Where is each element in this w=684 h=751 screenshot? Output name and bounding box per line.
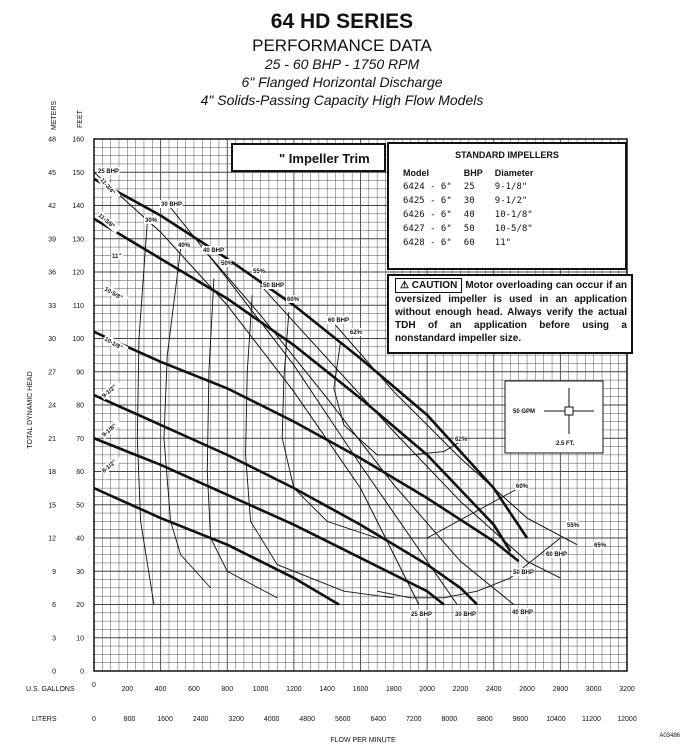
x-axis-label: FLOW PER MINUTE bbox=[330, 737, 396, 744]
table-row bbox=[397, 209, 539, 223]
x-tick-liters: 7200 bbox=[406, 716, 422, 723]
x-tick-gpm: 1200 bbox=[286, 686, 302, 693]
y-tick-meters: 3 bbox=[52, 635, 56, 643]
cell-bhp: 30 bbox=[463, 196, 475, 206]
caution-badge-label: CAUTION bbox=[411, 280, 458, 291]
y-tick-meters: 48 bbox=[48, 136, 56, 144]
bhp-label: 30 BHP bbox=[161, 202, 183, 208]
cell-diameter: 10-1/8" bbox=[494, 210, 533, 220]
y-tick-feet: 100 bbox=[72, 336, 84, 343]
x-tick-gpm: 2000 bbox=[419, 686, 435, 693]
bhp-label: 50 BHP bbox=[513, 570, 535, 576]
table-row bbox=[397, 181, 539, 195]
y-tick-feet: 160 bbox=[72, 136, 84, 144]
efficiency-label: 62% bbox=[350, 330, 363, 336]
y-tick-meters: 30 bbox=[48, 336, 56, 343]
y-tick-feet: 80 bbox=[76, 402, 84, 410]
scale-key bbox=[505, 381, 603, 453]
y-tick-meters: 45 bbox=[48, 169, 56, 177]
y-tick-feet: 60 bbox=[76, 469, 84, 476]
chart-title: 64 HD SERIES bbox=[270, 10, 414, 33]
impeller-trim-box bbox=[231, 143, 386, 172]
x-tick-gpm: 600 bbox=[188, 686, 200, 693]
efficiency-label: 30% bbox=[145, 218, 158, 224]
capacity-line: 4" Solids-Passing Capacity High Flow Models bbox=[200, 92, 484, 108]
y-tick-meters: 9 bbox=[52, 568, 56, 576]
caution-badge: ⚠ CAUTION bbox=[395, 278, 462, 293]
x-tick-liters: 4000 bbox=[263, 716, 280, 723]
x-tick-liters: 10400 bbox=[546, 716, 566, 723]
cell-model: 6426 - 6" bbox=[403, 210, 452, 220]
impeller-size-label: 9-1/8" bbox=[101, 423, 118, 439]
x-tick-gpm: 3200 bbox=[619, 686, 635, 693]
x-tick-gpm: 1000 bbox=[252, 686, 269, 693]
impeller-size-label: 11" bbox=[112, 254, 122, 260]
impeller-size-label: 11-3/4" bbox=[98, 177, 116, 197]
y-tick-feet: 120 bbox=[72, 269, 84, 277]
cell-model: 6425 - 6" bbox=[403, 196, 452, 206]
cell-diameter: 9-1/2" bbox=[494, 196, 528, 206]
x-tick-gpm: 3000 bbox=[585, 686, 602, 693]
impeller-size-label: 11-3/8" bbox=[96, 212, 116, 231]
x-tick-liters: 5600 bbox=[334, 716, 351, 723]
col-header-model: Model bbox=[403, 168, 429, 178]
y-tick-meters: 6 bbox=[52, 602, 56, 609]
efficiency-label: 62% bbox=[455, 437, 468, 443]
standard-impellers-table bbox=[397, 166, 539, 251]
cell-diameter: 9-1/8" bbox=[494, 182, 528, 192]
x-units-gallons: U.S. GALLONS bbox=[26, 686, 75, 693]
scale-key-gpm: 50 GPM bbox=[513, 409, 536, 415]
x-tick-gpm: 2400 bbox=[485, 686, 502, 693]
cell-bhp: 40 bbox=[463, 210, 475, 220]
bhp-label: 25 BHP bbox=[98, 169, 120, 175]
x-tick-gpm: 200 bbox=[121, 686, 134, 693]
y-tick-feet: 150 bbox=[72, 169, 84, 177]
bhp-label: 25 BHP bbox=[411, 612, 433, 618]
standard-impellers-title: STANDARD IMPELLERS bbox=[455, 150, 559, 160]
standard-impellers-box bbox=[387, 142, 627, 270]
discharge-line: 6" Flanged Horizontal Discharge bbox=[241, 74, 443, 90]
table-row bbox=[397, 195, 539, 209]
x-tick-liters: 3200 bbox=[228, 716, 244, 723]
y-tick-meters: 12 bbox=[48, 535, 56, 543]
efficiency-label: 50% bbox=[221, 261, 234, 267]
cell-model: 6427 - 6" bbox=[403, 224, 452, 234]
x-tick-gpm: 1400 bbox=[319, 686, 335, 693]
cell-bhp: 25 bbox=[463, 182, 475, 192]
x-tick-liters: 6400 bbox=[370, 716, 387, 723]
cell-bhp: 60 bbox=[463, 238, 475, 248]
y-tick-meters: 33 bbox=[48, 302, 56, 310]
x-tick-gpm: 1600 bbox=[352, 686, 369, 693]
x-tick-gpm: 2200 bbox=[452, 686, 469, 693]
x-tick-gpm: 400 bbox=[154, 686, 167, 693]
y-tick-feet: 130 bbox=[72, 236, 84, 244]
caution-box bbox=[387, 274, 633, 354]
chart-subtitle: PERFORMANCE DATA bbox=[252, 36, 432, 55]
cell-model: 6428 - 6" bbox=[403, 238, 452, 248]
efficiency-label: 40% bbox=[178, 243, 191, 249]
col-header-diameter: Diameter bbox=[494, 168, 534, 178]
y-tick-feet: 70 bbox=[76, 435, 84, 443]
y-tick-feet: 90 bbox=[76, 369, 84, 377]
y-tick-feet: 0 bbox=[80, 668, 84, 676]
x-tick-gpm: 800 bbox=[221, 686, 234, 693]
x-tick-liters: 12000 bbox=[617, 716, 637, 723]
y-tick-meters: 36 bbox=[48, 269, 56, 277]
x-tick-liters: 0 bbox=[92, 716, 96, 723]
impeller-size-label: 10-5/8" bbox=[103, 286, 124, 302]
x-tick-liters: 4800 bbox=[299, 716, 315, 723]
efficiency-label: 60% bbox=[287, 297, 300, 303]
impeller-size-label: 10-1/8" bbox=[103, 336, 124, 352]
x-tick-liters: 9600 bbox=[512, 716, 529, 723]
y-tick-meters: 27 bbox=[48, 369, 56, 377]
efficiency-label: 55% bbox=[567, 523, 580, 529]
bhp-label: 40 BHP bbox=[512, 610, 534, 616]
x-tick-liters: 8800 bbox=[477, 716, 493, 723]
x-tick-gpm: 0 bbox=[92, 682, 96, 689]
x-tick-liters: 1600 bbox=[157, 716, 173, 723]
document-code: A03486 bbox=[659, 733, 680, 739]
x-tick-liters: 2400 bbox=[192, 716, 209, 723]
y-tick-feet: 50 bbox=[76, 502, 84, 510]
cell-bhp: 50 bbox=[463, 224, 475, 234]
x-tick-liters: 11200 bbox=[581, 716, 601, 723]
bhp-label: 60 BHP bbox=[546, 552, 568, 558]
y-units-meters: METERS bbox=[51, 100, 58, 130]
y-tick-meters: 24 bbox=[48, 402, 56, 410]
y-tick-feet: 140 bbox=[72, 203, 84, 210]
y-tick-feet: 10 bbox=[76, 635, 84, 643]
x-tick-gpm: 2800 bbox=[552, 686, 569, 693]
x-tick-liters: 800 bbox=[123, 716, 136, 723]
y-tick-meters: 18 bbox=[48, 469, 56, 476]
efficiency-label: 60% bbox=[516, 484, 529, 490]
cell-diameter: 11" bbox=[494, 238, 512, 248]
x-tick-liters: 8000 bbox=[441, 716, 458, 723]
x-tick-gpm: 1800 bbox=[386, 686, 402, 693]
y-tick-feet: 110 bbox=[72, 302, 84, 310]
cell-diameter: 10-5/8" bbox=[494, 224, 533, 234]
cell-model: 6424 - 6" bbox=[403, 182, 452, 192]
efficiency-label: 55% bbox=[253, 269, 266, 275]
y-tick-meters: 0 bbox=[52, 668, 56, 676]
impeller-size-label: 9-1/2" bbox=[101, 384, 118, 400]
bhp-label: 50 BHP bbox=[263, 283, 285, 289]
bhp-label: 30 BHP bbox=[455, 612, 477, 618]
y-axis-label: TOTAL DYNAMIC HEAD bbox=[27, 371, 34, 449]
y-tick-meters: 42 bbox=[48, 203, 56, 210]
table-row bbox=[397, 237, 539, 251]
table-row bbox=[397, 223, 539, 237]
x-units-liters: LITERS bbox=[32, 716, 57, 723]
impeller-trim-label: " Impeller Trim bbox=[279, 151, 370, 166]
y-tick-meters: 39 bbox=[48, 236, 56, 244]
rating-line: 25 - 60 BHP - 1750 RPM bbox=[264, 56, 420, 72]
scale-key-ft: 2.5 FT. bbox=[556, 441, 575, 447]
bhp-label: 40 BHP bbox=[203, 248, 225, 254]
y-tick-meters: 15 bbox=[48, 502, 56, 510]
impeller-size-label: 8-1/2" bbox=[101, 459, 118, 475]
x-tick-gpm: 2600 bbox=[519, 686, 535, 693]
y-tick-meters: 21 bbox=[48, 435, 56, 443]
y-tick-feet: 40 bbox=[76, 535, 84, 543]
bhp-label: 60 BHP bbox=[328, 318, 350, 324]
y-tick-feet: 20 bbox=[76, 602, 84, 609]
col-header-bhp: BHP bbox=[463, 168, 483, 178]
efficiency-curve bbox=[164, 249, 211, 588]
caution-text: Motor overloading can occur if an oversized impeller is used in an application without enough head. Always verify the actual TDH of an application before using a nonstandard impeller size. bbox=[395, 280, 627, 344]
efficiency-label: 65% bbox=[594, 543, 607, 549]
y-tick-feet: 30 bbox=[76, 568, 84, 576]
y-units-feet: FEET bbox=[77, 110, 84, 128]
